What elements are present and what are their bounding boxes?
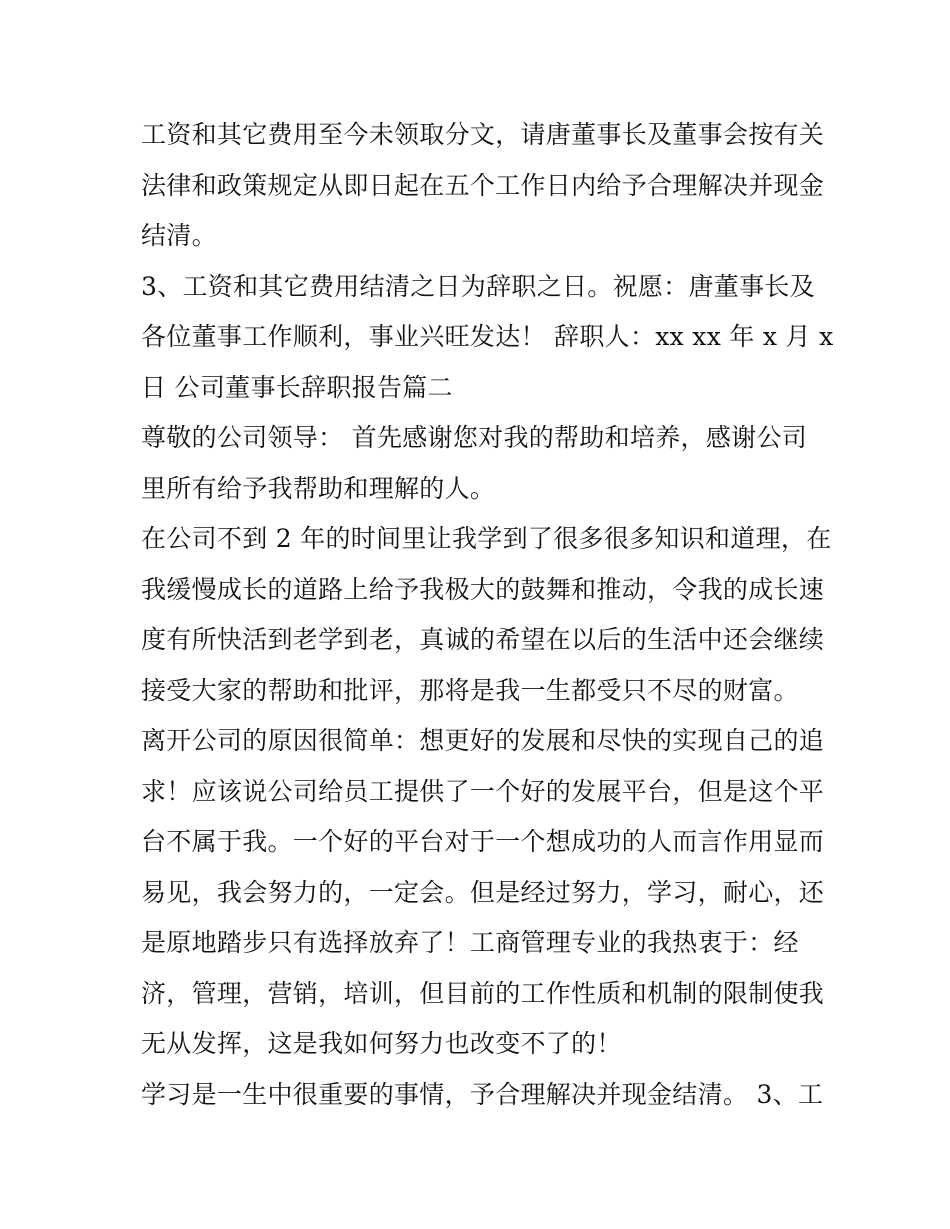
text-line: 学习是一生中很重要的事情，予合理解决并现金结清。 3、工 bbox=[141, 1079, 824, 1109]
text-line: 在公司不到 2 年的时间里让我学到了很多很多知识和道理，在 bbox=[141, 524, 832, 553]
text-line: 度有所快活到老学到老，真诚的希望在以后的生活中还会继续 bbox=[141, 625, 825, 654]
text-line: 尊敬的公司领导： 首先感谢您对我的帮助和培养，感谢公司 bbox=[141, 423, 808, 452]
text-line: 里所有给予我帮助和理解的人。 bbox=[141, 473, 496, 503]
text-line: 3、工资和其它费用结清之日为辞职之日。祝愿：唐董事长及 bbox=[141, 271, 816, 301]
document-body bbox=[141, 110, 834, 1120]
text-line: 工资和其它费用至今未领取分文，请唐董事长及董事会按有关 bbox=[141, 120, 825, 149]
text-line: 易见，我会努力的，一定会。但是经过努力，学习，耐心，还 bbox=[141, 877, 825, 907]
text-line: 接受大家的帮助和批评，那将是我一生都受只不尽的财富。 bbox=[141, 675, 799, 705]
text-line: 台不属于我。一个好的平台对于一个想成功的人而言作用显而 bbox=[141, 827, 825, 856]
text-line: 法律和政策规定从即日起在五个工作日内给予合理解决并现金 bbox=[141, 170, 825, 200]
text-line: 济，管理，营销，培训，但目前的工作性质和机制的限制使我 bbox=[141, 978, 825, 1008]
text-line: 是原地踏步只有选择放弃了！工商管理专业的我热衷于：经 bbox=[141, 928, 799, 957]
text-line: 我缓慢成长的道路上给予我极大的鼓舞和推动，令我的成长速 bbox=[141, 574, 825, 604]
text-line: 各位董事工作顺利，事业兴旺发达！ 辞职人：xx xx 年 x 月 x bbox=[141, 322, 834, 351]
section-heading-line: 日 公司董事长辞职报告篇二 bbox=[141, 372, 453, 402]
text-line: 无从发挥，这是我如何努力也改变不了的！ bbox=[141, 1029, 622, 1058]
text-line: 结清。 bbox=[141, 221, 217, 250]
text-line: 离开公司的原因很简单：想更好的发展和尽快的实现自己的追 bbox=[141, 726, 825, 755]
text-line: 求！应该说公司给员工提供了一个好的发展平台，但是这个平 bbox=[141, 776, 825, 806]
